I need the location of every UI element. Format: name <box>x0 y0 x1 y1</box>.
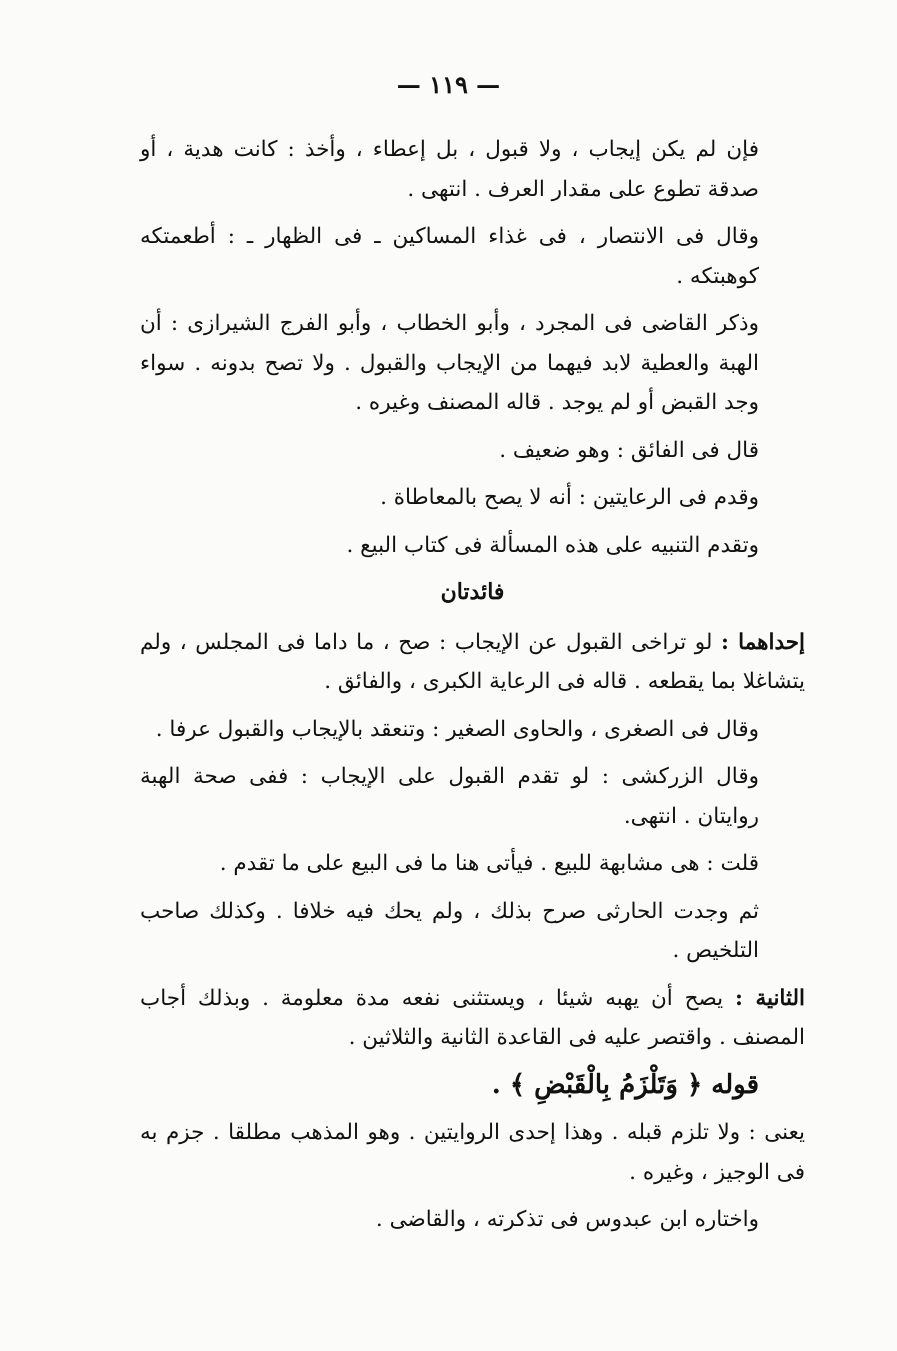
paragraph: وقال فى الانتصار ، فى غذاء المساكين ـ فى الظهار ـ : أطعمتكه كوهبتكه . <box>140 224 759 289</box>
paragraph: وقدم فى الرعايتين : أنه لا يصح بالمعاطاة . <box>380 485 759 510</box>
paragraph: وقال الزركشى : لو تقدم القبول على الإيجاب : ففى صحة الهبة روايتان . انتهى. <box>140 764 759 829</box>
paragraph-text: يصح أن يهبه شيئا ، ويستثنى نفعه مدة معلومة . وبذلك أجاب المصنف . واقتصر عليه فى القاعدة الثانية والثلاثين . <box>140 985 805 1050</box>
paragraph <box>140 623 805 702</box>
paragraph: وذكر القاضى فى المجرد ، وأبو الخطاب ، وأبو الفرج الشيرازى : أن الهبة والعطية لابد فيهما من الإيجاب والقبول . ولا تصح بدونه . سواء وجد القبض أو لم يوجد . قاله المصنف وغيره . <box>140 311 759 415</box>
paragraph: وقال فى الصغرى ، والحاوى الصغير : وتنعقد بالإيجاب والقبول عرفا . <box>155 716 759 742</box>
paragraph: ثم وجدت الحارثى صرح بذلك ، ولم يحك فيه خلافا . وكذلك صاحب التلخيص . <box>140 898 759 963</box>
paragraph <box>140 979 805 1058</box>
paragraph: وتقدم التنبيه على هذه المسألة فى كتاب البيع . <box>346 532 759 558</box>
quoted-phrase: قوله ﴿ وَتَلْزَمُ بِالْقَبْضِ ﴾ . <box>491 1069 759 1100</box>
text-body <box>140 130 805 1248</box>
paragraph: فإن لم يكن إيجاب ، ولا قبول ، بل إعطاء ، وأخذ : كانت هدية ، أو صدقة تطوع على مقدار العرف . انتهى . <box>140 137 759 202</box>
paragraph-text: لو تراخى القبول عن الإيجاب : صح ، ما داما فى المجلس ، ولم يتشاغلا بما يقطعه . قاله فى الرعاية الكبرى ، والفائق . <box>140 629 805 694</box>
page-number: — ١١٩ — <box>396 70 501 99</box>
paragraph-lead: إحداهما : <box>721 629 805 655</box>
section-heading: فائدتان <box>440 579 505 605</box>
paragraph-lead: الثانية : <box>735 985 805 1011</box>
paragraph: واختاره ابن عبدوس فى تذكرته ، والقاضى . <box>375 1207 759 1232</box>
paragraph: قلت : هى مشابهة للبيع . فيأتى هنا ما فى البيع على ما تقدم . <box>219 851 759 876</box>
paragraph: يعنى : ولا تلزم قبله . وهذا إحدى الروايتين . وهو المذهب مطلقا . جزم به فى الوجيز ، وغيره . <box>140 1120 805 1185</box>
paragraph: قال فى الفائق : وهو ضعيف . <box>499 437 759 463</box>
